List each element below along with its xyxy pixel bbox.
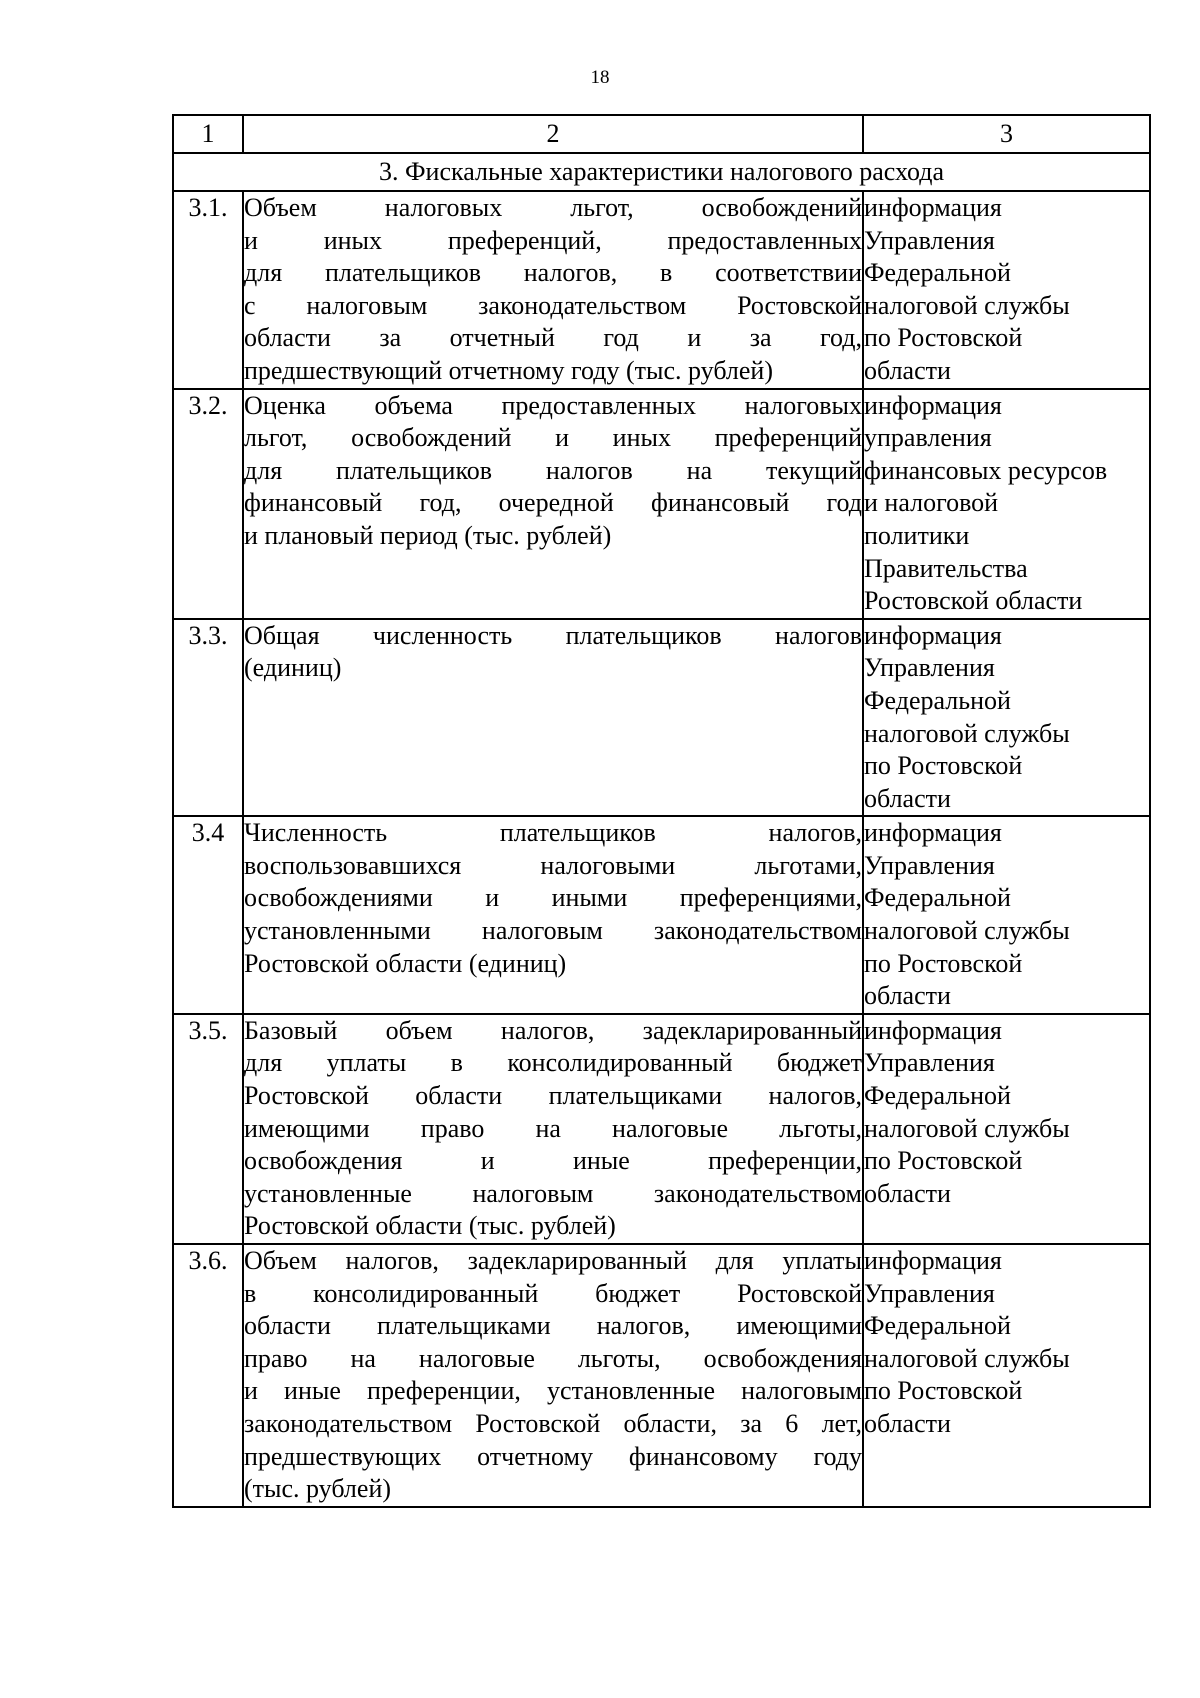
row-number: 3.1. [173, 191, 243, 389]
source-line: Ростовской области [864, 586, 1083, 616]
description-line: предшествующих отчетному финансовому году [244, 1441, 862, 1471]
description-line: Ростовской области плательщиками налогов, [244, 1081, 862, 1111]
source-line: Управления [864, 653, 995, 683]
source-line: области [864, 981, 951, 1011]
description-line: установленные налоговым законодательством [244, 1178, 862, 1208]
description-line: Общая численность плательщиков налогов [244, 620, 862, 650]
description-line: Ростовской области (единиц) [244, 948, 567, 978]
information-source [863, 619, 1150, 817]
description-line: Базовый объем налогов, задекларированный [244, 1015, 862, 1045]
description-line: имеющими право на налоговые льготы, [244, 1113, 862, 1143]
source-line: области [864, 355, 951, 385]
description-line: (тыс. рублей) [244, 1474, 392, 1504]
source-line: Управления [864, 1278, 995, 1308]
source-line: налоговой службы [864, 916, 1070, 946]
section-title: 3. Фискальные характеристики налогового расхода [173, 153, 1150, 191]
description-line: для уплаты в консолидированный бюджет [244, 1048, 862, 1078]
source-line: информация [864, 193, 1002, 222]
source-line: финансовых ресурсов [864, 455, 1108, 485]
indicator-description [243, 1014, 863, 1244]
source-line: Управления [864, 1048, 995, 1078]
source-line: информация [864, 1246, 1002, 1275]
information-source [863, 1014, 1150, 1244]
source-line: Правительства [864, 553, 1028, 583]
source-line: налоговой службы [864, 1343, 1070, 1373]
source-line: Федеральной [864, 883, 1011, 913]
table-row [173, 1014, 1150, 1244]
source-line: управления [864, 423, 992, 453]
row-number: 3.3. [173, 619, 243, 817]
row-number: 3.4 [173, 816, 243, 1014]
table-header-row [173, 115, 1150, 153]
description-line: для плательщиков налогов, в соответствии [244, 258, 862, 288]
description-line: освобождениями и иными преференциями, [244, 883, 862, 913]
description-line: предшествующий отчетному году (тыс. рублей) [244, 355, 773, 385]
row-number: 3.6. [173, 1244, 243, 1507]
source-line: информация [864, 1015, 1002, 1045]
row-number: 3.5. [173, 1014, 243, 1244]
table-row [173, 389, 1150, 619]
table-row [173, 619, 1150, 817]
information-source [863, 1244, 1150, 1507]
section-title-row [173, 153, 1150, 191]
column-header-1: 1 [173, 115, 243, 153]
indicator-description [243, 191, 863, 389]
row-number: 3.2. [173, 389, 243, 619]
description-line: с налоговым законодательством Ростовской [244, 290, 862, 320]
fiscal-characteristics-table [172, 114, 1151, 1508]
description-line: и плановый период (тыс. рублей) [244, 520, 612, 550]
source-line: налоговой службы [864, 290, 1070, 320]
description-line: льгот, освобождений и иных преференций [244, 423, 862, 453]
source-line: Федеральной [864, 258, 1011, 288]
description-line: Оценка объема предоставленных налоговых [244, 390, 862, 420]
source-line: Федеральной [864, 1081, 1011, 1111]
source-line: политики [864, 520, 970, 550]
description-line: и иных преференций, предоставленных [244, 225, 862, 255]
source-line: Управления [864, 225, 995, 255]
table-row [173, 191, 1150, 389]
source-line: и налоговой [864, 488, 999, 518]
indicator-description [243, 389, 863, 619]
indicator-description [243, 1244, 863, 1507]
source-line: Федеральной [864, 1311, 1011, 1341]
indicator-description [243, 816, 863, 1014]
column-header-2: 2 [243, 115, 863, 153]
description-line: Объем налогов, задекларированный для уплаты [244, 1246, 862, 1275]
source-line: по Ростовской [864, 323, 1023, 353]
table-row [173, 1244, 1150, 1507]
source-line: области [864, 1178, 951, 1208]
column-header-3: 3 [863, 115, 1150, 153]
description-line: Ростовской области (тыс. рублей) [244, 1211, 616, 1241]
description-line: (единиц) [244, 653, 342, 683]
description-line: области плательщиками налогов, имеющими [244, 1311, 862, 1341]
source-line: Управления [864, 850, 995, 880]
description-line: области за отчетный год и за год, [244, 323, 862, 353]
source-line: Федеральной [864, 685, 1011, 715]
source-line: области [864, 1408, 951, 1438]
source-line: информация [864, 818, 1002, 848]
source-line: по Ростовской [864, 1376, 1023, 1406]
description-line: право на налоговые льготы, освобождения [244, 1343, 862, 1373]
description-line: для плательщиков налогов на текущий [244, 455, 862, 485]
information-source [863, 191, 1150, 389]
page-number: 18 [590, 67, 610, 88]
description-line: в консолидированный бюджет Ростовской [244, 1278, 862, 1308]
source-line: области [864, 783, 951, 813]
description-line: освобождения и иные преференции, [244, 1146, 862, 1176]
source-line: налоговой службы [864, 1113, 1070, 1143]
table-row [173, 816, 1150, 1014]
description-line: Объем налоговых льгот, освобождений [244, 193, 862, 222]
source-line: налоговой службы [864, 718, 1070, 748]
description-line: и иные преференции, установленные налоговым [244, 1376, 862, 1406]
description-line: законодательством Ростовской области, за 6 лет, [244, 1408, 862, 1438]
source-line: информация [864, 390, 1002, 420]
description-line: установленными налоговым законодательством [244, 916, 862, 946]
source-line: по Ростовской [864, 948, 1023, 978]
description-line: Численность плательщиков налогов, [244, 818, 862, 848]
information-source [863, 389, 1150, 619]
source-line: по Ростовской [864, 751, 1023, 781]
source-line: по Ростовской [864, 1146, 1023, 1176]
indicator-description [243, 619, 863, 817]
source-line: информация [864, 620, 1002, 650]
description-line: воспользовавшихся налоговыми льготами, [244, 850, 862, 880]
information-source [863, 816, 1150, 1014]
description-line: финансовый год, очередной финансовый год [244, 488, 862, 518]
